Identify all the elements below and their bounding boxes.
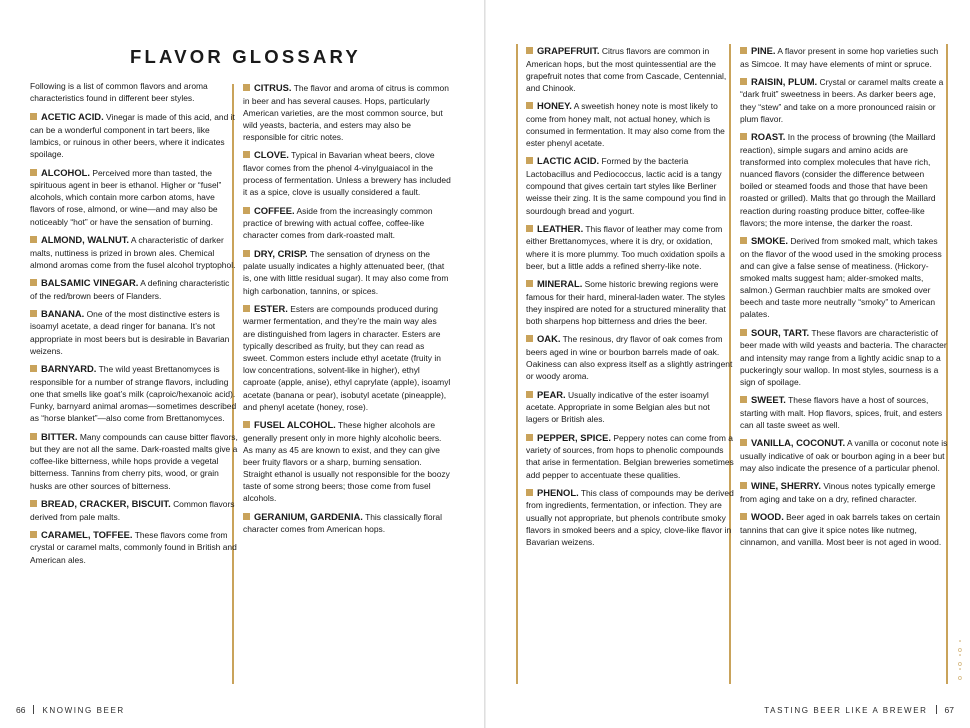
glossary-entry xyxy=(740,75,948,125)
glossary-term: LEATHER. xyxy=(537,222,584,234)
glossary-term: PINE. xyxy=(751,45,776,56)
glossary-entry xyxy=(243,204,451,242)
glossary-definition: These flavors come from crystal or caramel malts, commonly found in British and American ales. xyxy=(30,529,237,565)
square-bullet-icon xyxy=(243,513,250,520)
glossary-definition: This class of compounds may be derived from ingredients, fermentation, or infection. They are usually not appropriate, but phenols contribute smoky flavors in smoked beers and a spicy, clove-like flavor in Bavarian weizens. xyxy=(526,487,734,547)
column-rule xyxy=(516,44,518,684)
square-bullet-icon xyxy=(740,396,747,403)
glossary-definition: Formed by the bacteria Lactobacillus and Pediococcus, lactic acid is a tangy compound that gives certain tart styles like Berliner weisse their zing. It is the same compound you find in sourdough bread and yogurt. xyxy=(526,156,726,216)
glossary-definition: These flavors have a host of sources, starting with malt. Hop flavors, spices, fruit, and esters can all taste sweet as well. xyxy=(740,395,943,430)
square-bullet-icon xyxy=(740,78,747,85)
square-bullet-icon xyxy=(243,151,250,158)
glossary-entry xyxy=(30,362,238,424)
glossary-term: MINERAL. xyxy=(537,278,583,290)
glossary-entry xyxy=(740,393,948,431)
square-bullet-icon xyxy=(740,329,747,336)
glossary-entry xyxy=(740,130,948,229)
glossary-term: ALCOHOL. xyxy=(41,166,90,178)
glossary-definition: Beer aged in oak barrels takes on certain tannins that can give it spice notes like nutmeg, cinnamon, and vanilla. Most beer is not aged in wood. xyxy=(740,512,942,547)
square-bullet-icon xyxy=(526,47,533,54)
glossary-definition: The sensation of dryness on the palate usually indicates a highly attenuated beer, (that is, one with little residual sugar). It may also come from high carbonation, tannins, or spices. xyxy=(243,248,449,296)
glossary-entry xyxy=(526,486,734,548)
glossary-definition: Typical in Bavarian wheat beers, clove flavor comes from the phenol 4-vinylguaiacol in the process of fermentation. Unless a brewery has included it as a spice, clove is usually considered a fault. xyxy=(243,150,451,198)
footer-divider xyxy=(936,705,937,714)
square-bullet-icon xyxy=(30,169,37,176)
glossary-term: LACTIC ACID. xyxy=(537,155,600,167)
glossary-entry xyxy=(740,510,948,548)
intro-text: Following is a list of common flavors and aroma characteristics found in different beer styles. xyxy=(30,81,208,104)
footer-divider xyxy=(33,705,34,714)
glossary-term: SWEET. xyxy=(751,394,786,406)
glossary-term: DRY, CRISP. xyxy=(254,247,308,259)
glossary-entry xyxy=(740,44,948,70)
square-bullet-icon xyxy=(30,310,37,317)
glossary-definition: This flavor of leather may come from either Brettanomyces, where it is dry, or oxidation, where it is more plummy. Too much oxidation spoils a beer, but a little adds a refined sherry-like note. xyxy=(526,223,725,271)
square-bullet-icon xyxy=(30,279,37,286)
glossary-entry xyxy=(30,233,238,271)
glossary-entry xyxy=(526,388,734,426)
glossary-definition: One of the most distinctive esters is isoamyl acetate, a dead ringer for banana. It’s not appropriate in most beers but is desirable in Bavarian weizens. xyxy=(30,308,230,356)
square-bullet-icon xyxy=(526,225,533,232)
glossary-definition: A flavor present in some hop varieties such as Simcoe. It may have elements of mint or spruce. xyxy=(740,46,939,69)
glossary-entry xyxy=(30,166,238,228)
glossary-definition: These flavors are characteristic of beer made with wild yeasts and bacteria. The character and intensity may range from a lightly acidic snap to a puckeringly sour wallop. In most styles, sourness is a sign of spoilage. xyxy=(740,327,947,387)
glossary-definition: Esters are compounds produced during warmer fermentation, and they’re the main way ales are distinguished from lagers in character. Esters are typically described as fruity, but they can read as sweet. Common esters include ethyl acetate (fruity in low concentrations, solvent-like in higher), ethyl caproate (apple, anise), ethyl caprylate (apple), isoamyl acetate (banana or pear), isobutyl acetate (pineapple), and phenyl acetate (honey, rose). xyxy=(243,303,451,412)
glossary-column-4 xyxy=(740,44,948,553)
glossary-entry xyxy=(740,479,948,505)
glossary-entry xyxy=(30,528,238,566)
square-bullet-icon xyxy=(30,500,37,507)
glossary-definition: Peppery notes can come from a variety of sources, from hops to phenolic compounds that arise in fermentation. Belgian breweries sometimes add pepper to accentuate these qualities. xyxy=(526,432,734,480)
glossary-definition: Crystal or caramel malts create a “dark fruit” sweetness in beers. As darker beers age, they “stew” and take on a more pronounced raisin or plum flavor. xyxy=(740,76,944,124)
glossary-definition: Some historic brewing regions were famous for their hard, mineral-laden water. The styles they inspired are noted for a structured minerality that both sharpens hop bitterness and dries the beer. xyxy=(526,279,726,326)
glossary-entry xyxy=(243,302,451,413)
glossary-term: ROAST. xyxy=(751,131,786,143)
glossary-definition: A vanilla or coconut note is usually indicative of oak or bourbon aging in a beer but may also indicate the presence of a particular phenol. xyxy=(740,438,948,473)
glossary-entry xyxy=(30,276,238,302)
glossary-term: FUSEL ALCOHOL. xyxy=(254,419,336,431)
footer-left xyxy=(16,705,125,715)
glossary-term: CITRUS. xyxy=(254,82,292,93)
glossary-term: SOUR, TART. xyxy=(751,326,810,338)
square-bullet-icon xyxy=(526,489,533,496)
square-bullet-icon xyxy=(526,391,533,398)
page-title: FLAVOR GLOSSARY xyxy=(130,46,361,67)
glossary-entry xyxy=(30,307,238,357)
glossary-term: OAK. xyxy=(537,333,561,345)
glossary-definition: Common flavors derived from pale malts. xyxy=(30,498,235,522)
glossary-definition: Usually indicative of the ester isoamyl acetate. Appropriate in some Belgian ales but not lagers or British ales. xyxy=(526,389,710,425)
glossary-column-1 xyxy=(30,80,238,571)
glossary-entry xyxy=(526,44,734,94)
glossary-term: GRAPEFRUIT. xyxy=(537,45,600,56)
glossary-term: PHENOL. xyxy=(537,486,579,498)
glossary-entry xyxy=(243,418,451,505)
square-bullet-icon xyxy=(740,237,747,244)
glossary-term: PEPPER, SPICE. xyxy=(537,431,611,443)
glossary-term: SMOKE. xyxy=(751,235,788,247)
square-bullet-icon xyxy=(243,250,250,257)
glossary-definition: The flavor and aroma of citrus is common in beer and has several causes. Hops, particularly American varieties, are the most common source, but wild yeasts, bacteria, and esters may also be responsible for citric notes. xyxy=(243,83,449,143)
glossary-term: WINE, SHERRY. xyxy=(751,480,821,492)
glossary-term: ESTER. xyxy=(254,302,288,314)
glossary-term: BITTER. xyxy=(41,430,78,442)
glossary-definition: Derived from smoked malt, which takes on the flavor of the wood used in the smoking process and can give a false sense of meatiness. (Hickory-smoked malts suggest ham; alder-smoked malts, salmon.) German rauchbier malts are smoked over beech and taste more neutrally “smoky” to American palates. xyxy=(740,236,942,320)
page-number-left: 66 xyxy=(16,705,26,715)
glossary-column-3 xyxy=(526,44,734,553)
square-bullet-icon xyxy=(243,305,250,312)
square-bullet-icon xyxy=(30,433,37,440)
footer-right xyxy=(764,705,954,715)
square-bullet-icon xyxy=(740,47,747,54)
square-bullet-icon xyxy=(526,280,533,287)
square-bullet-icon xyxy=(526,434,533,441)
glossary-entry xyxy=(243,510,451,536)
glossary-entry xyxy=(243,247,451,297)
square-bullet-icon xyxy=(243,421,250,428)
glossary-entry xyxy=(243,148,451,198)
glossary-term: HONEY. xyxy=(537,100,572,112)
square-bullet-icon xyxy=(740,513,747,520)
glossary-term: BREAD, CRACKER, BISCUIT. xyxy=(41,497,171,509)
glossary-term: PEAR. xyxy=(537,388,566,400)
glossary-term: ALMOND, WALNUT. xyxy=(41,233,130,245)
page-number-right: 67 xyxy=(944,705,954,715)
square-bullet-icon xyxy=(740,133,747,140)
glossary-entry xyxy=(243,81,451,143)
glossary-entry xyxy=(526,431,734,481)
glossary-definition: This classically floral character comes from American hops. xyxy=(243,511,442,535)
glossary-term: RAISIN, PLUM. xyxy=(751,75,818,87)
glossary-entry xyxy=(740,436,948,474)
glossary-definition: Citrus flavors are common in American hops, but the most quintessential are the grapefruit notes that come from Cascade, Centennial, and Chinook. xyxy=(526,46,727,93)
glossary-term: GERANIUM, GARDENIA. xyxy=(254,510,363,522)
glossary-entry xyxy=(740,326,948,388)
glossary-entry xyxy=(526,99,734,149)
square-bullet-icon xyxy=(30,365,37,372)
square-bullet-icon xyxy=(526,335,533,342)
glossary-definition: A characteristic of darker malts, nuttiness is prized in brown ales. Chemical almond aromas come from the fusel alcohol tryptophol. xyxy=(30,234,236,270)
glossary-term: CLOVE. xyxy=(254,149,289,161)
glossary-definition: A sweetish honey note is most likely to come from honey malt, not actual honey, which is consumed in fermentation. It may also come from the ester phenyl acetate. xyxy=(526,101,725,149)
square-bullet-icon xyxy=(30,236,37,243)
glossary-term: ACETIC ACID. xyxy=(41,111,104,123)
glossary-term: COFFEE. xyxy=(254,204,295,216)
glossary-definition: The resinous, dry flavor of oak comes from beers aged in wine or bourbon barrels made of oak. Oakiness can also express itself as a slightly astringent or woody aroma. xyxy=(526,334,733,382)
glossary-entry xyxy=(526,332,734,382)
glossary-entry xyxy=(30,497,238,523)
glossary-definition: Many compounds can cause bitter flavors, but they are not all the same. Dark-roasted malts give a coffee-like bitterness, while hops provide a vegetal bitterness. Tannins from cherry pits, wood, or grain husks are other sources of bitterness. xyxy=(30,431,238,491)
glossary-entry xyxy=(526,222,734,272)
glossary-entry xyxy=(30,110,238,160)
glossary-entry xyxy=(526,154,734,216)
section-name-left: KNOWING BEER xyxy=(42,706,125,715)
glossary-term: BALSAMIC VINEGAR. xyxy=(41,277,139,289)
glossary-column-2 xyxy=(243,81,451,541)
glossary-definition: Aside from the increasingly common practice of brewing with actual coffee, coffee-like character comes from dark-roasted malt. xyxy=(243,205,433,241)
glossary-definition: Vinegar is made of this acid, and it can be a wonderful component in tart beers, like lambics, or ruinous in other beers, where it indicates spoilage. xyxy=(30,112,235,160)
section-name-right: TASTING BEER LIKE A BREWER xyxy=(764,706,928,715)
glossary-definition: A defining characteristic of the red/brown beers of Flanders. xyxy=(30,278,230,301)
glossary-definition: The wild yeast Brettanomyces is responsible for a number of strange flavors, including one that smells like goat’s milk (caproic/hexanoic acid). Funky, barnyard animal aromas—sometimes described as “horse blanket”—also come from Brettanomyces. xyxy=(30,364,237,424)
glossary-entry xyxy=(526,277,734,327)
glossary-term: CARAMEL, TOFFEE. xyxy=(41,528,133,540)
square-bullet-icon xyxy=(30,113,37,120)
square-bullet-icon xyxy=(30,531,37,538)
glossary-term: BARNYARD. xyxy=(41,363,97,375)
square-bullet-icon xyxy=(740,439,747,446)
glossary-entry xyxy=(30,430,238,492)
glossary-entry xyxy=(740,234,948,321)
square-bullet-icon xyxy=(243,207,250,214)
glossary-term: WOOD. xyxy=(751,511,784,523)
glossary-definition: Vinous notes typically emerge from aging and take on a dry, refined character. xyxy=(740,481,936,504)
square-bullet-icon xyxy=(243,84,250,91)
glossary-definition: These higher alcohols are generally present only in more highly alcoholic beers. As many as 45 are known to exist, and they can give beer fruity flavors or a sharp, burning sensation. Straight ethanol is usually not responsible for the boozy taste of some strong beers; those come from fusel alcohols. xyxy=(243,420,450,504)
square-bullet-icon xyxy=(526,157,533,164)
glossary-definition: Perceived more than tasted, the spirituous agent in beer is ethanol. Higher or “fusel” alcohols, which contain more carbon atoms, have flavors of rose, almond, or wine—and may also be noticeably “hot” or have the sensation of burning. xyxy=(30,167,222,227)
square-bullet-icon xyxy=(526,102,533,109)
glossary-term: BANANA. xyxy=(41,307,85,319)
glossary-term: VANILLA, COCONUT. xyxy=(751,437,846,449)
glossary-definition: In the process of browning (the Maillard reaction), simple sugars and amino acids are transformed into complex molecules that have rich, nuanced flavors (consider the difference between boiled or steamed foods and those that have been roasted or grilled). Malts that go through the Maillard reaction during roasting produce bitter, coffee-like flavors; the more intense, the darker the roast. xyxy=(740,132,936,228)
bubbles-ornament-icon: ° o ° o ° o xyxy=(958,640,962,682)
square-bullet-icon xyxy=(740,482,747,489)
